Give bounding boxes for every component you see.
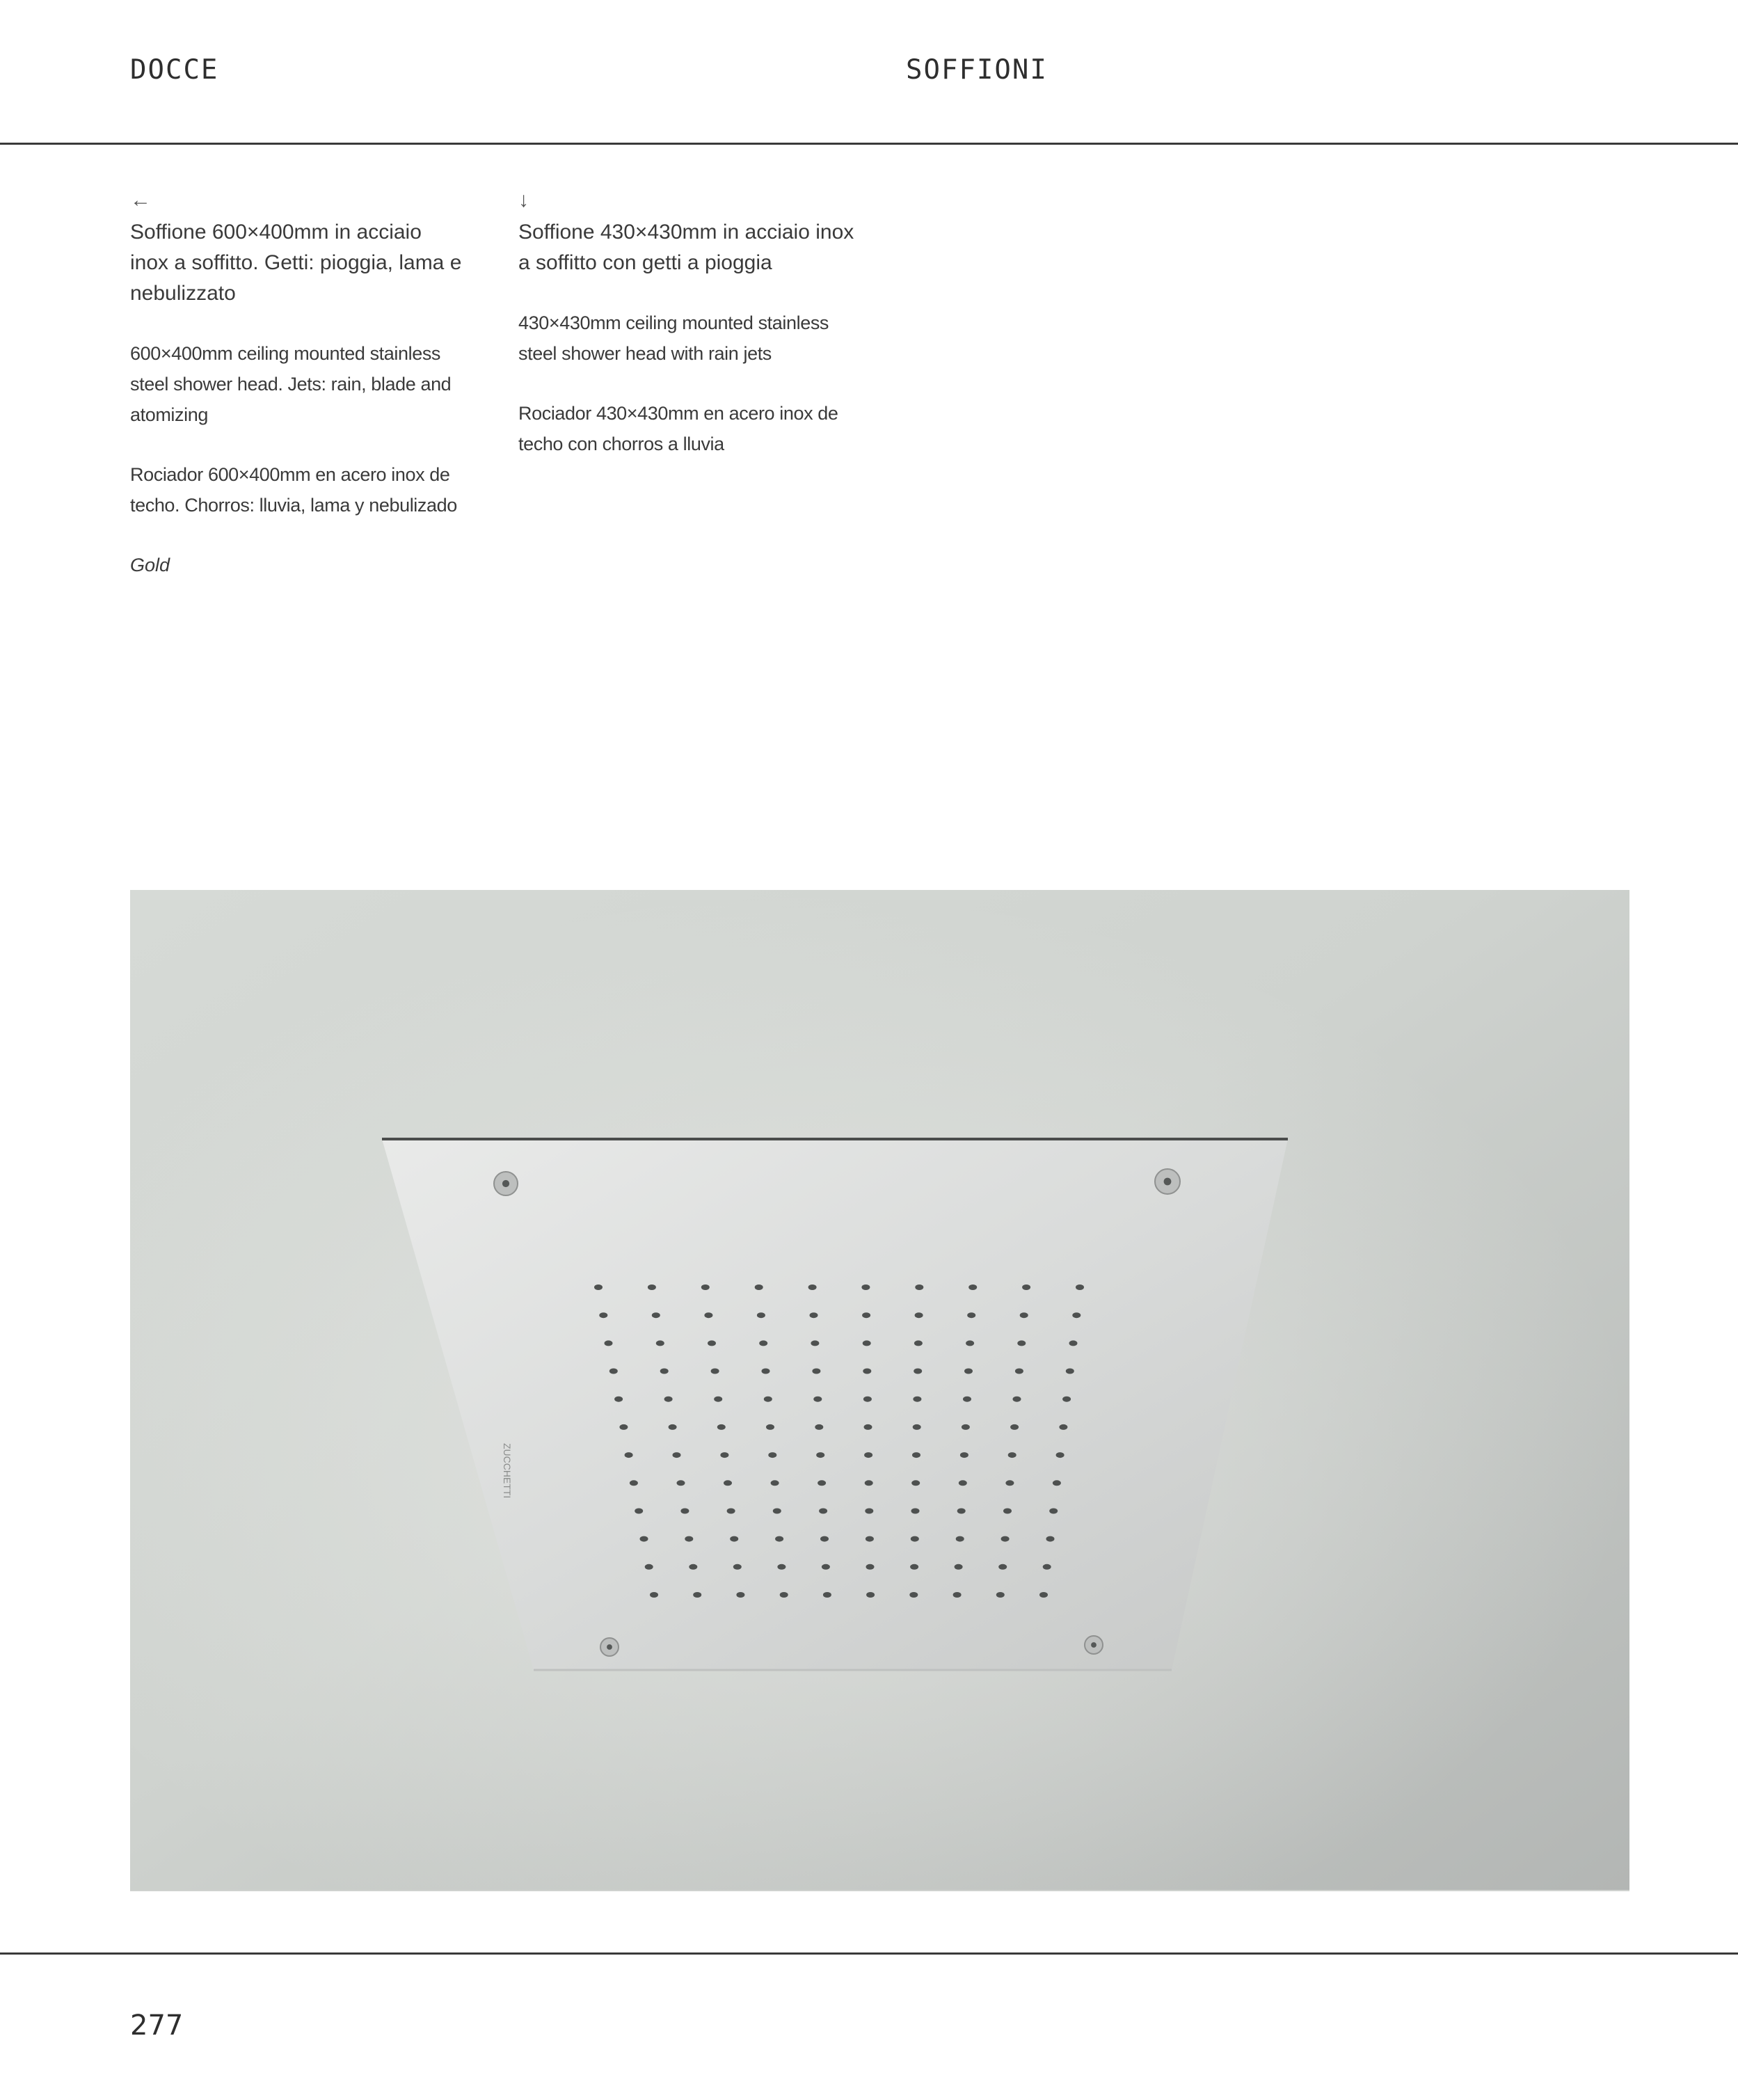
shower-nozzle	[1001, 1536, 1010, 1542]
shower-nozzle	[704, 1312, 712, 1318]
category-title: SOFFIONI	[906, 54, 1048, 86]
shower-nozzle	[1043, 1564, 1051, 1570]
shower-nozzle	[915, 1284, 923, 1290]
shower-nozzle	[711, 1369, 719, 1374]
shower-nozzle	[777, 1564, 786, 1570]
shower-nozzle	[664, 1397, 673, 1402]
shower-nozzle	[1053, 1480, 1061, 1486]
shower-nozzle	[959, 1480, 967, 1486]
product-description-english: 600×400mm ceiling mounted stainless steel shower head. Jets: rain, blade and atomizing	[130, 343, 452, 425]
product-description-english: 430×430mm ceiling mounted stainless steel shower head with rain jets	[518, 312, 829, 364]
product-description-spanish: Rociador 430×430mm en acero inox de techo con chorros a lluvia	[518, 403, 838, 454]
shower-nozzle	[1003, 1509, 1012, 1514]
shower-nozzle	[605, 1340, 613, 1346]
shower-nozzle	[764, 1397, 772, 1402]
shower-nozzle	[1005, 1480, 1014, 1486]
brand-mark: ZUCCHETTI	[502, 1443, 513, 1499]
shower-nozzle	[727, 1509, 735, 1514]
arrow-left-icon: ←	[130, 189, 151, 212]
shower-nozzle	[910, 1564, 918, 1570]
shower-nozzle	[1066, 1369, 1074, 1374]
mounting-screw-center	[607, 1644, 612, 1650]
shower-nozzle	[768, 1452, 776, 1458]
mounting-screw-center	[1164, 1178, 1172, 1186]
shower-nozzle	[820, 1536, 829, 1542]
shower-nozzle	[911, 1536, 919, 1542]
product-description-1	[130, 188, 464, 580]
shower-nozzle	[811, 1340, 819, 1346]
shower-nozzle	[911, 1480, 920, 1486]
shower-nozzle	[862, 1312, 870, 1318]
shower-nozzle	[730, 1536, 738, 1542]
shower-nozzle	[863, 1397, 872, 1402]
shower-nozzle	[594, 1284, 603, 1290]
shower-nozzle	[673, 1452, 681, 1458]
shower-nozzle	[1046, 1536, 1055, 1542]
shower-nozzle	[962, 1424, 970, 1430]
shower-nozzle	[864, 1424, 872, 1430]
shower-nozzle	[865, 1509, 873, 1514]
product-title-italian: Soffione 430×430mm in acciaio inox a soffitto con getti a pioggia	[518, 221, 854, 274]
shower-nozzle	[996, 1592, 1005, 1598]
shower-nozzle	[614, 1397, 623, 1402]
shower-nozzle	[953, 1592, 962, 1598]
shower-nozzle	[866, 1536, 874, 1542]
shower-nozzle	[625, 1452, 633, 1458]
shower-nozzle	[773, 1509, 781, 1514]
shower-nozzle	[650, 1592, 658, 1598]
shower-nozzle	[759, 1340, 767, 1346]
shower-nozzle	[619, 1424, 628, 1430]
shower-nozzle	[775, 1536, 783, 1542]
shower-nozzle	[609, 1369, 618, 1374]
shower-nozzle	[757, 1312, 765, 1318]
shower-nozzle	[823, 1592, 831, 1598]
arrow-down-icon: ↓	[518, 189, 529, 212]
shower-nozzle	[1020, 1312, 1028, 1318]
photo-bottom-edge	[130, 1890, 1629, 1891]
shower-nozzle	[865, 1480, 873, 1486]
shower-nozzle	[864, 1452, 872, 1458]
shower-nozzle	[863, 1340, 871, 1346]
shower-nozzle	[1010, 1424, 1019, 1430]
product-finish: Gold	[130, 555, 170, 575]
shower-nozzle	[911, 1509, 920, 1514]
shower-nozzle	[780, 1592, 788, 1598]
shower-nozzle	[914, 1340, 923, 1346]
shower-nozzle	[693, 1592, 701, 1598]
shower-nozzle	[736, 1592, 744, 1598]
shower-nozzle	[866, 1564, 875, 1570]
product-description-2	[518, 188, 866, 488]
shower-nozzle	[599, 1312, 607, 1318]
shower-nozzle	[656, 1340, 664, 1346]
shower-nozzle	[866, 1592, 875, 1598]
shower-nozzle	[660, 1369, 669, 1374]
shower-nozzle	[724, 1480, 732, 1486]
shower-nozzle	[813, 1397, 822, 1402]
shower-nozzle	[955, 1564, 963, 1570]
shower-nozzle	[762, 1369, 770, 1374]
mounting-screw-center	[502, 1180, 509, 1187]
shower-nozzle	[1017, 1340, 1026, 1346]
shower-nozzle	[771, 1480, 779, 1486]
shower-nozzle	[1076, 1284, 1084, 1290]
shower-nozzle	[1013, 1397, 1021, 1402]
shower-nozzle	[819, 1509, 827, 1514]
shower-nozzle	[863, 1369, 871, 1374]
shower-nozzle	[968, 1284, 977, 1290]
product-title-italian: Soffione 600×400mm in acciaio inox a soffitto. Getti: pioggia, lama e nebulizzato	[130, 221, 462, 305]
shower-nozzle	[861, 1284, 870, 1290]
shower-nozzle	[963, 1397, 971, 1402]
shower-nozzle	[810, 1312, 818, 1318]
shower-nozzle	[957, 1509, 966, 1514]
shower-nozzle	[818, 1480, 826, 1486]
shower-nozzle	[915, 1312, 923, 1318]
shower-nozzle	[960, 1452, 968, 1458]
shower-nozzle	[645, 1564, 653, 1570]
shower-nozzle	[912, 1452, 920, 1458]
shower-nozzle	[1015, 1369, 1023, 1374]
shower-nozzle	[766, 1424, 774, 1430]
shower-nozzle	[652, 1312, 660, 1318]
shower-nozzle	[1039, 1592, 1048, 1598]
shower-nozzle	[808, 1284, 817, 1290]
page-number: 277	[130, 2010, 184, 2042]
section-title: DOCCE	[130, 54, 219, 86]
shower-nozzle	[677, 1480, 685, 1486]
shower-nozzle	[816, 1452, 824, 1458]
shower-nozzle	[685, 1536, 693, 1542]
shower-nozzle	[964, 1369, 973, 1374]
shower-nozzle	[689, 1564, 697, 1570]
shower-nozzle	[1056, 1452, 1065, 1458]
shower-nozzle	[822, 1564, 830, 1570]
footer-divider	[0, 1952, 1738, 1955]
product-photo	[130, 890, 1629, 1891]
shower-nozzle	[701, 1284, 710, 1290]
shower-nozzle	[1049, 1509, 1058, 1514]
shower-nozzle	[1059, 1424, 1067, 1430]
shower-nozzle	[669, 1424, 677, 1430]
shower-nozzle	[630, 1480, 638, 1486]
shower-nozzle	[708, 1340, 716, 1346]
shower-nozzle	[815, 1424, 823, 1430]
shower-nozzle	[914, 1369, 922, 1374]
shower-nozzle	[635, 1509, 643, 1514]
shower-nozzle	[913, 1397, 921, 1402]
shower-nozzle	[755, 1284, 763, 1290]
shower-nozzle	[812, 1369, 820, 1374]
header-divider	[0, 143, 1738, 145]
shower-nozzle	[909, 1592, 918, 1598]
shower-nozzle	[1072, 1312, 1081, 1318]
shower-nozzle	[640, 1536, 648, 1542]
shower-nozzle	[648, 1284, 656, 1290]
shower-nozzle	[1008, 1452, 1017, 1458]
shower-nozzle	[733, 1564, 742, 1570]
shower-nozzle	[1022, 1284, 1030, 1290]
shower-nozzle	[720, 1452, 728, 1458]
shower-nozzle	[680, 1509, 689, 1514]
shower-nozzle	[967, 1312, 975, 1318]
shower-nozzle	[714, 1397, 722, 1402]
shower-nozzle	[1069, 1340, 1078, 1346]
shower-nozzle	[966, 1340, 974, 1346]
shower-nozzle	[717, 1424, 726, 1430]
shower-nozzle	[956, 1536, 964, 1542]
shower-nozzle	[1062, 1397, 1071, 1402]
shower-nozzle	[913, 1424, 921, 1430]
product-description-spanish: Rociador 600×400mm en acero inox de techo. Chorros: lluvia, lama y nebulizado	[130, 464, 457, 516]
shower-nozzle	[998, 1564, 1007, 1570]
mounting-screw-center	[1091, 1642, 1097, 1648]
